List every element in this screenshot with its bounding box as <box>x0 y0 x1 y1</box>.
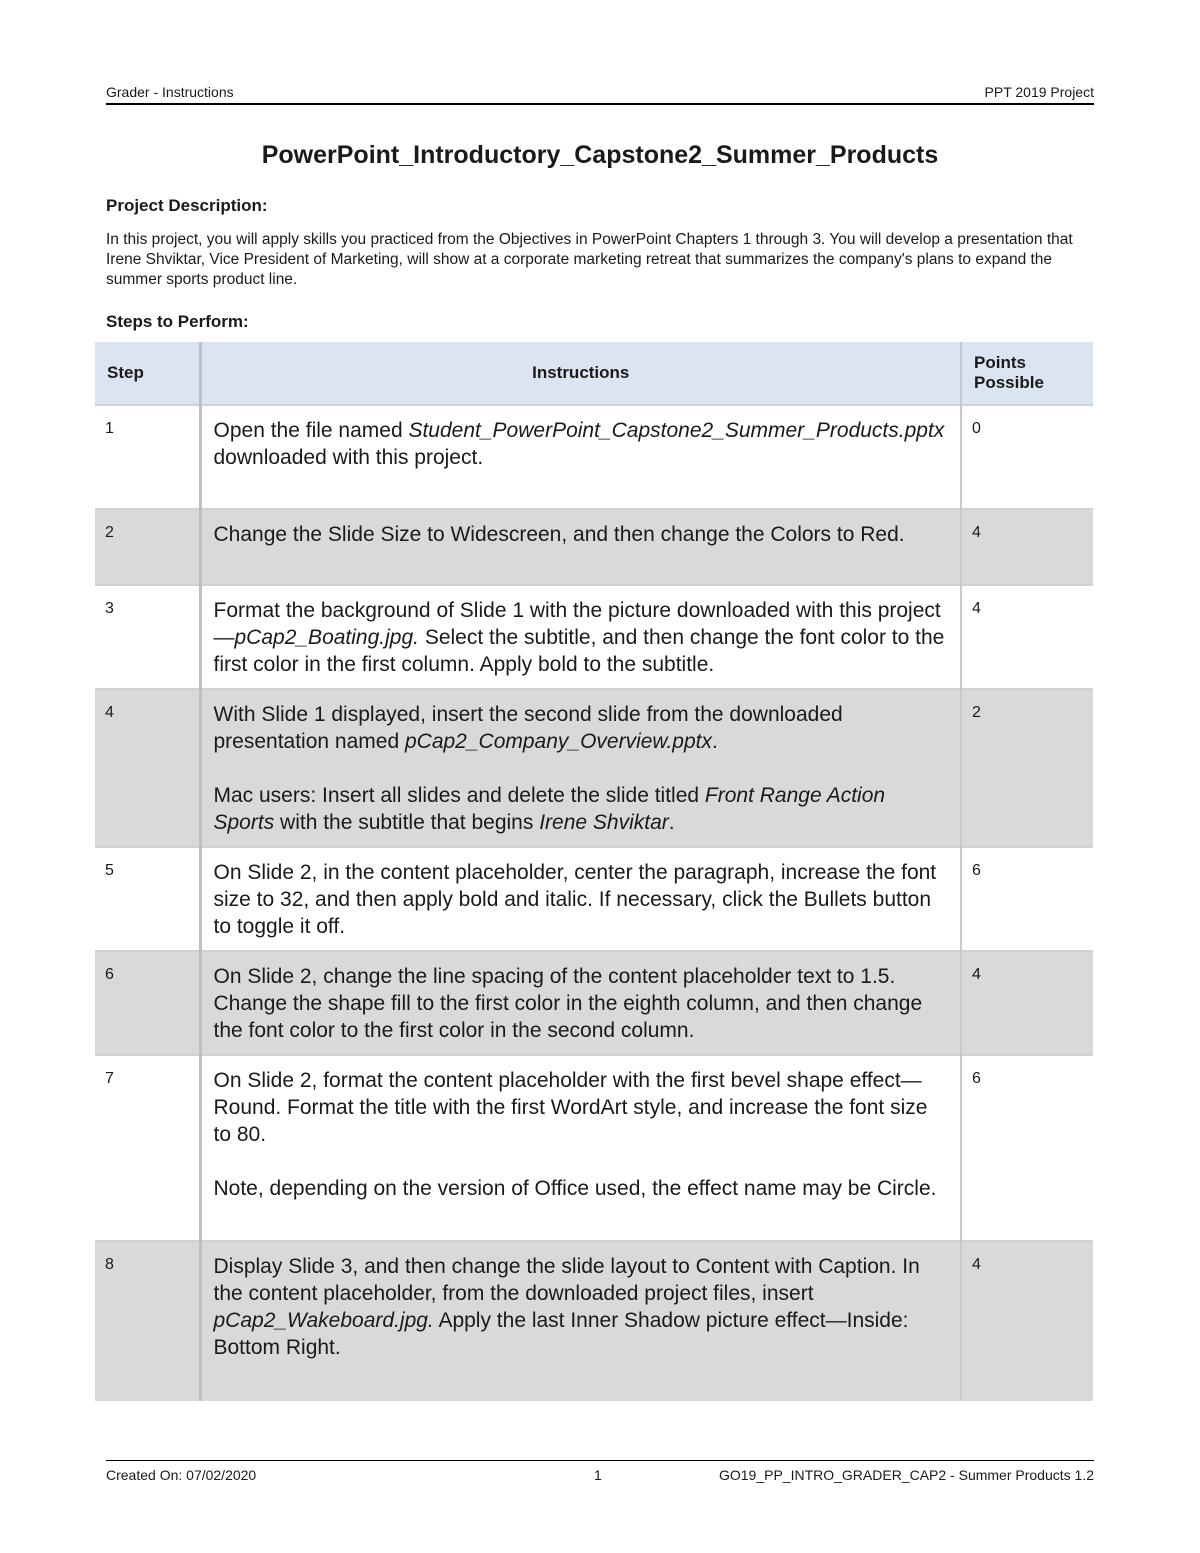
instruction-text: Apply the last Inner Shadow picture effect—Inside: Bottom Right. <box>213 1309 909 1359</box>
instruction-paragraph <box>214 521 949 548</box>
instruction-paragraph <box>214 782 949 836</box>
document-title: PowerPoint_Introductory_Capstone2_Summer_Products <box>261 141 939 169</box>
table-row <box>95 689 1093 847</box>
instruction-paragraph <box>214 1067 949 1148</box>
step-number: 6 <box>95 951 200 1055</box>
step-instructions <box>200 585 961 689</box>
footer-page-number: 1 <box>594 1467 602 1483</box>
instruction-text: With Slide 1 displayed, insert the second slide from the downloaded presentation named <box>213 703 843 753</box>
italic-text: Irene Shviktar <box>539 811 669 834</box>
italic-text: pCap2_Company_Overview.pptx <box>404 730 712 753</box>
step-number: 3 <box>95 585 200 689</box>
instruction-text: with the subtitle that begins <box>274 811 540 834</box>
points-possible: 4 <box>961 951 1093 1055</box>
step-instructions <box>200 1055 961 1241</box>
step-instructions <box>200 689 961 847</box>
step-instructions <box>200 847 961 951</box>
step-instructions <box>200 951 961 1055</box>
header-right-text: PPT 2019 Project <box>984 84 1094 100</box>
instruction-paragraph <box>214 1253 949 1361</box>
instruction-text: Mac users: Insert all slides and delete the slide titled <box>213 784 705 807</box>
table-row <box>95 1055 1093 1241</box>
step-instructions <box>200 1241 961 1401</box>
italic-text: pCap2_Boating.jpg. <box>234 626 419 649</box>
instruction-text: Select the subtitle, and then change the font color to the first color in the first column. Apply bold to the subtitle. <box>213 626 945 676</box>
page-footer <box>106 1460 1094 1485</box>
points-possible: 4 <box>961 1241 1093 1401</box>
table-row <box>95 951 1093 1055</box>
instructions-column-header: Instructions <box>200 342 961 405</box>
italic-text: pCap2_Wakeboard.jpg. <box>213 1309 434 1332</box>
step-column-header: Step <box>95 342 200 405</box>
page-header <box>106 83 1094 105</box>
steps-table <box>95 342 1093 1401</box>
instruction-text: downloaded with this project. <box>213 446 484 469</box>
steps-table-body <box>95 405 1093 1401</box>
project-description-text: In this project, you will apply skills you practiced from the Objectives in PowerPoint Chapters 1 through 3. You will develop a presentation that Irene Shviktar, Vice President of Marketing, will show at a corporate marketing retreat that summarizes the company's plans to expand the summer sports product line. <box>106 231 1073 288</box>
points-possible: 0 <box>961 405 1093 509</box>
points-possible: 6 <box>961 847 1093 951</box>
instruction-text: On Slide 2, change the line spacing of the content placeholder text to 1.5. Change the shape fill to the first color in the eighth column, and then change the font color to the first color in the second column. <box>213 965 923 1042</box>
instruction-paragraph <box>214 597 949 678</box>
points-column-header: Points Possible <box>961 342 1093 405</box>
instruction-paragraph <box>214 963 949 1044</box>
table-row <box>95 847 1093 951</box>
instruction-text: Display Slide 3, and then change the slide layout to Content with Caption. In the content placeholder, from the downloaded project files, insert <box>213 1255 920 1305</box>
points-possible: 2 <box>961 689 1093 847</box>
points-possible: 4 <box>961 585 1093 689</box>
header-left-text: Grader - Instructions <box>106 84 234 100</box>
step-number: 1 <box>95 405 200 509</box>
step-number: 2 <box>95 509 200 585</box>
table-row <box>95 405 1093 509</box>
step-instructions <box>200 405 961 509</box>
italic-text: Front Range Action Sports <box>213 784 886 834</box>
step-instructions <box>200 509 961 585</box>
instruction-text: On Slide 2, in the content placeholder, center the paragraph, increase the font size to 32, and then apply bold and italic. If necessary, click the Bullets button to toggle it off. <box>213 861 937 938</box>
points-possible: 4 <box>961 509 1093 585</box>
instruction-text: Change the Slide Size to Widescreen, and then change the Colors to Red. <box>213 523 905 546</box>
instruction-paragraph <box>214 1175 949 1202</box>
table-row <box>95 585 1093 689</box>
instruction-text: . <box>711 730 718 753</box>
steps-heading: Steps to Perform: <box>106 312 249 331</box>
instruction-paragraph <box>214 417 949 471</box>
instruction-text: On Slide 2, format the content placeholder with the first bevel shape effect—Round. Format the title with the first WordArt style, and increase the font size to 80. <box>213 1069 928 1146</box>
instruction-paragraph <box>214 701 949 755</box>
instruction-text: Note, depending on the version of Office used, the effect name may be Circle. <box>213 1177 937 1200</box>
step-number: 7 <box>95 1055 200 1241</box>
instruction-text: . <box>668 811 675 834</box>
step-number: 4 <box>95 689 200 847</box>
step-number: 8 <box>95 1241 200 1401</box>
table-header-row <box>95 342 1093 405</box>
instruction-text: Open the file named <box>213 419 409 442</box>
italic-text: Student_PowerPoint_Capstone2_Summer_Products.pptx <box>408 419 945 442</box>
project-description-heading: Project Description: <box>106 196 268 215</box>
table-row <box>95 509 1093 585</box>
points-possible: 6 <box>961 1055 1093 1241</box>
footer-document-id: GO19_PP_INTRO_GRADER_CAP2 - Summer Products 1.2 <box>718 1467 1094 1483</box>
instruction-text: Format the background of Slide 1 with the picture downloaded with this project— <box>213 599 941 649</box>
step-number: 5 <box>95 847 200 951</box>
footer-created-on: Created On: 07/02/2020 <box>106 1467 257 1483</box>
instruction-paragraph <box>214 859 949 940</box>
table-row <box>95 1241 1093 1401</box>
